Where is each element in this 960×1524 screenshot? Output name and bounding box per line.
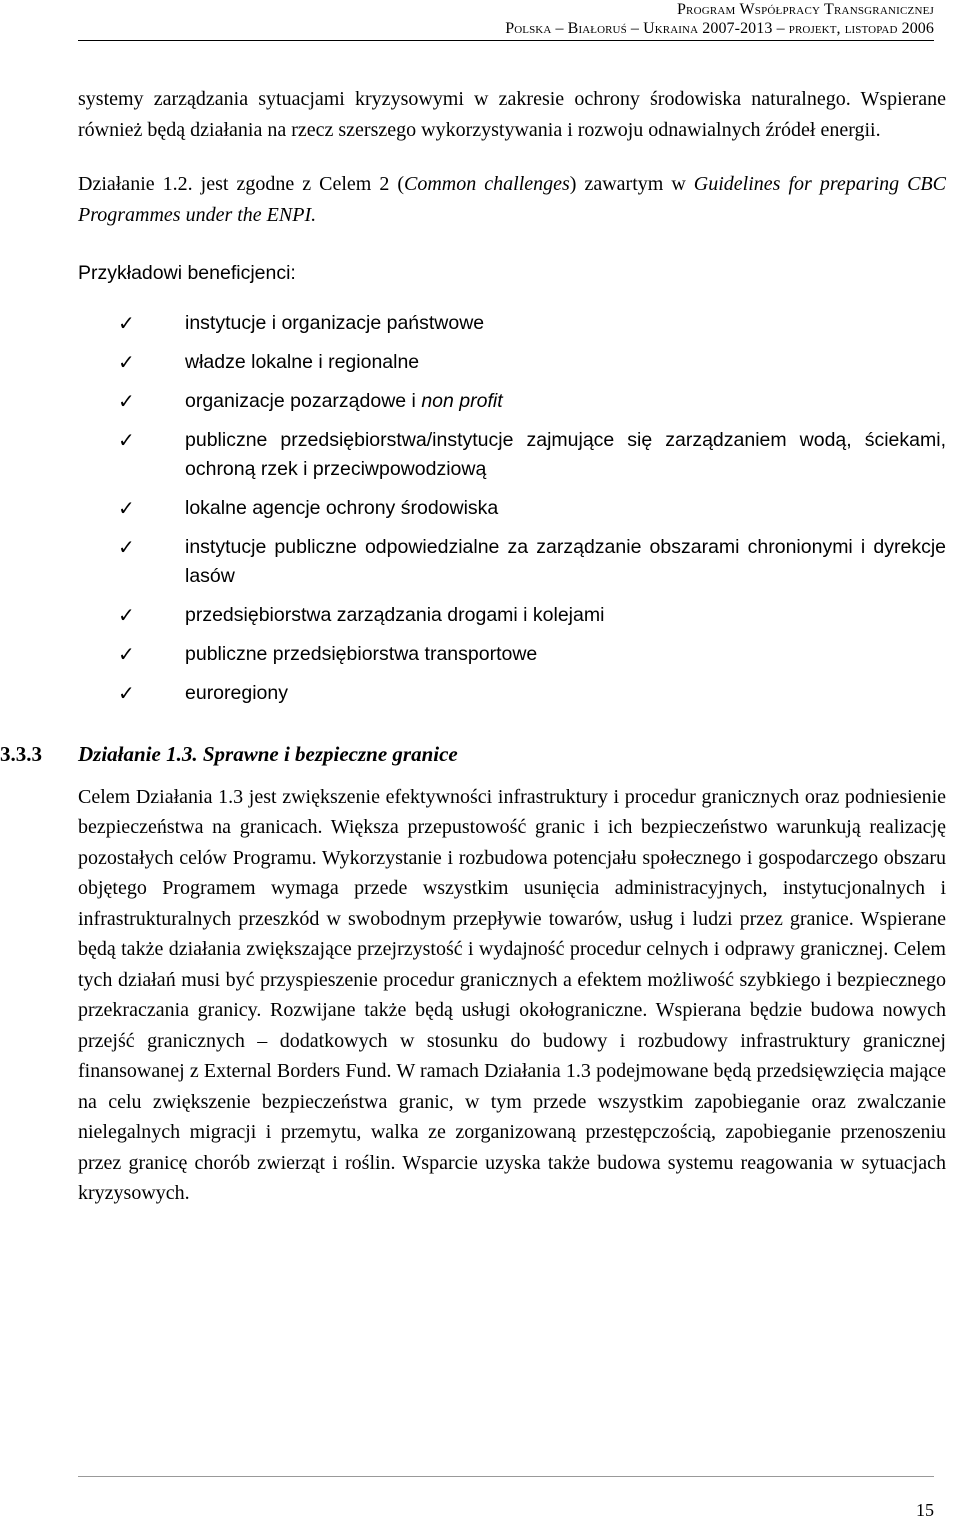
list-item-text: lokalne agencje ochrony środowiska (185, 496, 499, 519)
checkmark-icon: ✓ (118, 427, 135, 452)
list-item (78, 640, 946, 669)
checkmark-icon: ✓ (118, 641, 135, 666)
list-item-text: instytucje publiczne odpowiedzialne za zarządzanie obszarami chronionymi i dyrekcje lasów (185, 535, 946, 587)
checkmark-icon: ✓ (118, 310, 135, 335)
list-item-text: organizacje pozarządowe i (185, 389, 422, 412)
list-item-text: publiczne przedsiębiorstwa transportowe (185, 642, 538, 665)
list-item-text: instytucje i organizacje państwowe (185, 311, 485, 334)
list-item (78, 601, 946, 630)
paragraph-conformity (78, 169, 946, 230)
checkmark-icon: ✓ (118, 602, 135, 627)
list-item-text: publiczne przedsiębiorstwa/instytucje zajmujące się zarządzaniem wodą, ściekami, ochroną rzek i przeciwpowodziową (185, 428, 946, 480)
header-program-subtitle: Polska – Białoruś – Ukraina 2007-2013 – projekt, listopad 2006 (505, 20, 934, 37)
list-item (78, 348, 946, 377)
list-item (78, 309, 946, 338)
checkmark-icon: ✓ (118, 495, 135, 520)
list-item (78, 494, 946, 523)
paragraph-continuation: systemy zarządzania sytuacjami kryzysowymi w zakresie ochrony środowiska naturalnego. Wspierane również będą działania na rzecz szerszego wykorzystywania i rozwoju odnawialnych źródeł energii. (78, 88, 946, 141)
list-item (78, 533, 946, 591)
page-body (0, 84, 946, 1209)
list-item (78, 679, 946, 708)
list-item-text: euroregiony (185, 681, 288, 704)
conformity-text-a: Działanie 1.2. jest zgodne z Celem 2 ( (78, 173, 405, 195)
section-number: 3.3.3 (0, 741, 42, 766)
checkmark-icon: ✓ (118, 534, 135, 559)
section-title: Działanie 1.3. Sprawne i bezpieczne granice (78, 741, 458, 766)
running-header (505, 0, 934, 38)
checkmark-icon: ✓ (118, 680, 135, 705)
checkmark-icon: ✓ (118, 349, 135, 374)
section-body-paragraph: Celem Działania 1.3 jest zwiększenie efektywności infrastruktury i procedur granicznych oraz podniesienie bezpieczeństwa na granicach. Większa przepustowość granic i ich bezpieczeństwo warunkują realizację pozostałych celów Programu. Wykorzystanie i rozbudowa potencjału społecznego i gospodarczego obszaru objętego Programem wymaga przede wszystkim usunięcia administracyjnych, instytucjonalnych i infrastrukturalnych przeszkód w swobodnym przepływie towarów, usług i ludzi przez granice. Wspierane będą także działania zwiększające przejrzystość i wydajność procedur celnych i odprawy granicznej. Celem tych działań musi być przyspieszenie procedur granicznych a efektem możliwość szybkiego i bezpiecznego przekraczania granicy. Rozwijane także będą usługi okołograniczne. Wspierana będzie budowa nowych przejść granicznych – dodatkowych w stosunku do budowy i rozbudowy infrastruktury granicznej finansowanej z External Borders Fund. W ramach Działania 1.3 podejmowane będą przedsięwzięcia mające na celu zwiększenie bezpieczeństwa granic, w tym przede wszystkim zapobieganie oraz zwalczanie nielegalnych migracji i przemytu, walka ze zorganizowaną przestępczością, zapobieganie przenoszeniu przez granicę chorób zwierząt i roślin. Wsparcie uzyska także budowa systemu reagowania w sytuacjach kryzysowych. (78, 785, 946, 1204)
list-item-text: władze lokalne i regionalne (185, 350, 420, 373)
header-divider (78, 40, 934, 41)
conformity-text-c: ) zawartym w (569, 173, 694, 195)
conformity-italic-common-challenges: Common challenges (404, 173, 570, 195)
page-number: 15 (916, 1500, 934, 1520)
conformity-italic-guidelines: Guidelines for preparing CBC Programmes under the ENPI. (78, 173, 946, 226)
list-item (78, 387, 946, 416)
beneficiaries-list (78, 309, 946, 708)
list-item-text: przedsiębiorstwa zarządzania drogami i kolejami (185, 603, 605, 626)
list-item-italic: non profit (421, 389, 503, 412)
section-heading (0, 740, 946, 768)
checkmark-icon: ✓ (118, 388, 135, 413)
header-program-title: Program Współpracy Transgranicznej (676, 1, 934, 18)
list-item (78, 426, 946, 484)
footer-divider (78, 1476, 934, 1477)
beneficiaries-heading: Przykładowi beneficjenci: (78, 262, 296, 284)
